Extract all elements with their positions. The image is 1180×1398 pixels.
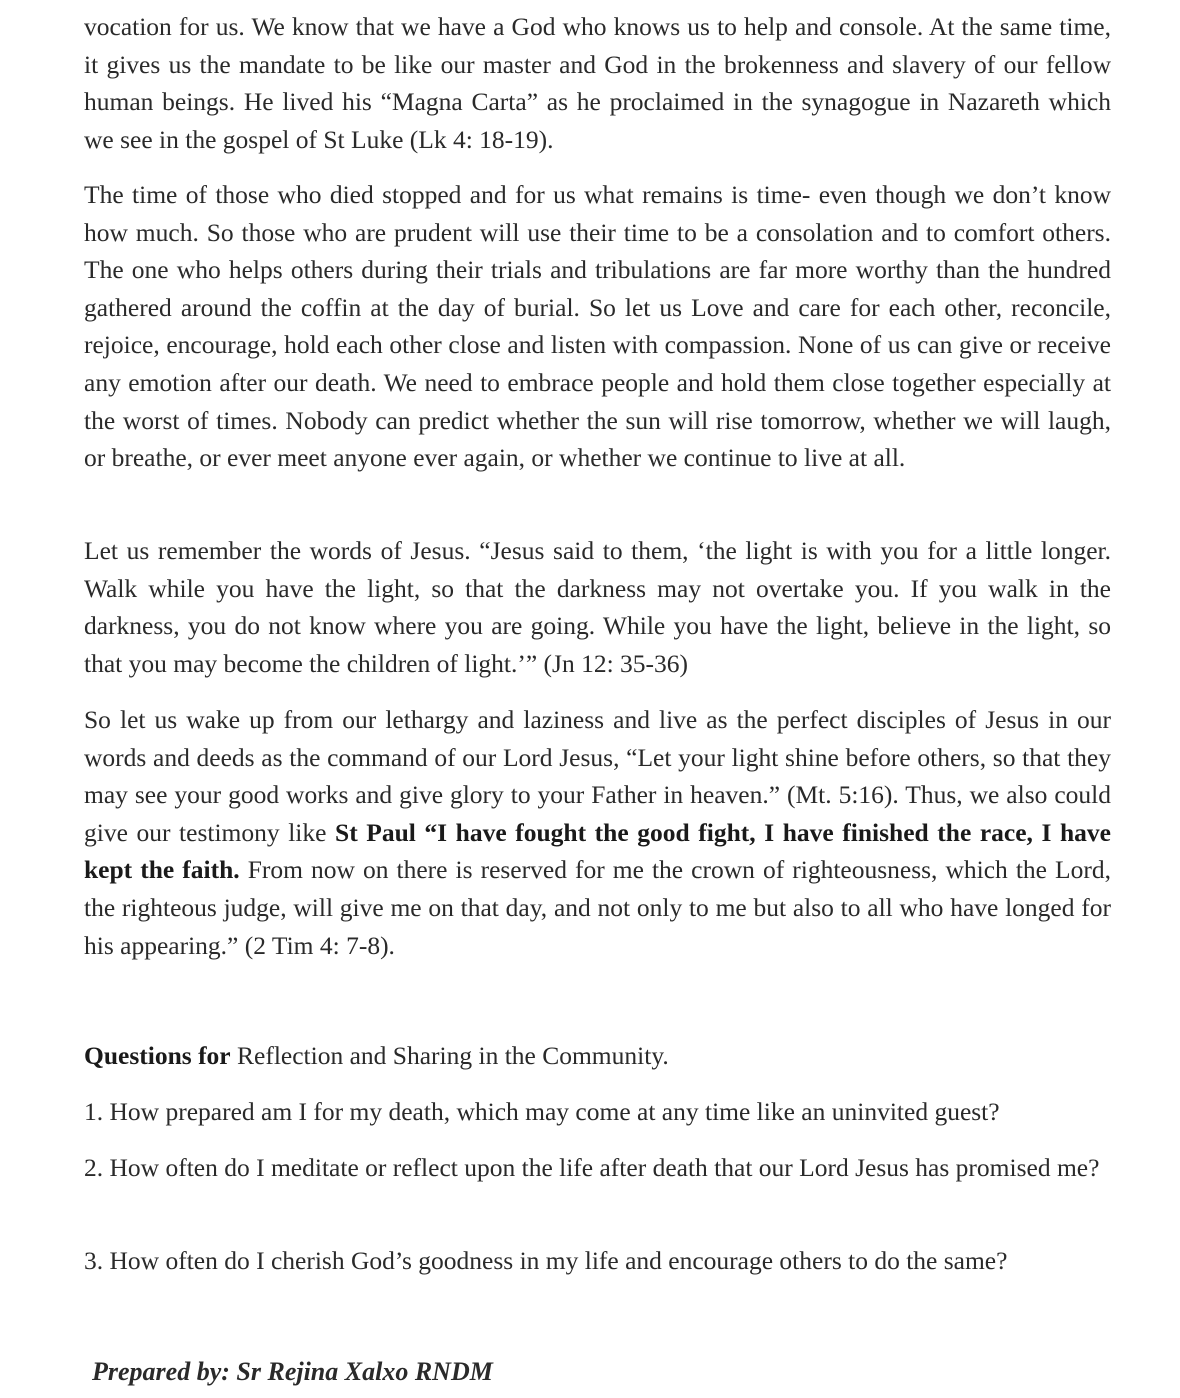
paragraph-magna-carta: vocation for us. We know that we have a God who knows us to help and console. At the same time, it gives us the mandate to be like our master and God in the brokenness and slavery of our fellow human beings. He lived his “Magna Carta” as he proclaimed in the synagogue in Nazareth which we see in the gospel of St Luke (Lk 4: 18-19). — [84, 12, 1111, 154]
question-item-1: 1. How prepared am I for my death, which may come at any time like an uninvited guest? — [84, 1097, 1000, 1126]
paragraph-words-of-jesus: Let us remember the words of Jesus. “Jesus said to them, ‘the light is with you for a little longer. Walk while you have the light, so that the darkness may not overtake you. If you walk in the darkness, you do not know where you are going. While you have the light, believe in the light, so that you may become the children of light.’” (Jn 12: 35-36) — [84, 536, 1111, 678]
questions-heading-bold: Questions for — [84, 1041, 231, 1070]
paragraph-wake-up-text-2: From now on there is reserved for me the crown of righteousness, which the Lord, the righteous judge, will give me on that day, and not only to me but also to all who have longed for his appearing.” (2 Tim 4: 7-8). — [84, 855, 1111, 960]
question-item-2: 2. How often do I meditate or reflect upon the life after death that our Lord Jesus has promised me? — [84, 1153, 1100, 1182]
author-credit: Prepared by: Sr Rejina Xalxo RNDM — [92, 1357, 493, 1386]
paragraph-wake-up — [84, 701, 1111, 964]
st-paul-quote-bold: St Paul “I have fought the good fight, I have finished the race, I have kept the faith. — [84, 817, 1112, 885]
paragraph-time-remains: The time of those who died stopped and for us what remains is time- even though we don’t know how much. So those who are prudent will use their time to be a consolation and to comfort others. The one who helps others during their trials and tribulations are far more worthy than the hundred gathered around the coffin at the day of burial. So let us Love and care for each other, reconcile, rejoice, encourage, hold each other close and listen with compassion. None of us can give or receive any emotion after our death. We need to embrace people and hold them close together especially at the worst of times. Nobody can predict whether the sun will rise tomorrow, whether we will laugh, or breathe, or ever meet anyone ever again, or whether we continue to live at all. — [84, 180, 1111, 473]
questions-heading-rest: Reflection and Sharing in the Community. — [230, 1041, 669, 1070]
questions-heading — [84, 1037, 1111, 1075]
paragraph-wake-up-text-1: So let us wake up from our lethargy and laziness and live as the perfect disciples of Jesus in our words and deeds as the command of our Lord Jesus, “Let your light shine before others, so that they may see your good works and give glory to your Father in heaven.” (Mt. 5:16). Thus, we also could give our testimony like — [84, 705, 1111, 847]
question-item-3: 3. How often do I cherish God’s goodness in my life and encourage others to do the same? — [84, 1246, 1008, 1275]
